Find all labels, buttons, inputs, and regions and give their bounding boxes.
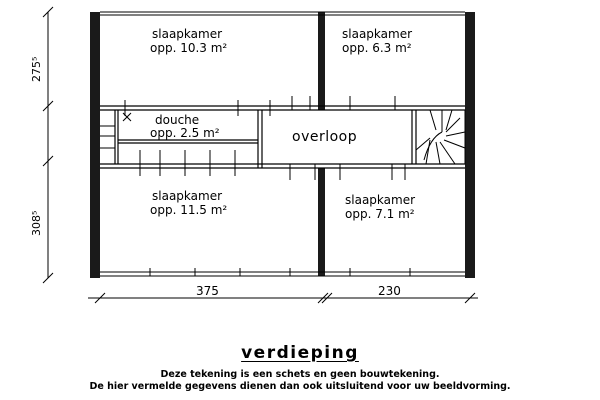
room-name-douche: douche: [155, 113, 200, 127]
room-name-slaapkamer-ne: slaapkamer: [342, 27, 413, 41]
room-name-slaapkamer-nw: slaapkamer: [152, 27, 223, 41]
room-area-slaapkamer-sw: opp. 11.5 m²: [150, 203, 228, 217]
room-area-douche: opp. 2.5 m²: [150, 126, 220, 140]
party-wall: [318, 12, 325, 110]
room-area-slaapkamer-ne: opp. 6.3 m²: [342, 41, 412, 55]
room-name-slaapkamer-se: slaapkamer: [345, 193, 416, 207]
disclaimer-line-2: De hier vermelde gegevens dienen dan ook uitsluitend voor uw beeldvorming.: [89, 381, 511, 392]
dim-right-width: 230: [378, 284, 401, 298]
disclaimer-line-1: Deze tekening is een schets en geen bouwtekening.: [160, 369, 440, 380]
floor-title: verdieping: [241, 343, 359, 363]
room-area-slaapkamer-nw: opp. 10.3 m²: [150, 41, 228, 55]
staircase: [416, 110, 465, 164]
dim-bottom-depth: 308⁵: [30, 210, 43, 236]
east-wall: [465, 12, 475, 278]
shower-marker: [123, 113, 131, 121]
party-wall-lower: [318, 168, 325, 276]
dim-left-width: 375: [196, 284, 219, 298]
dimension-line-horizontal: [88, 293, 478, 303]
dimension-line-vertical: [43, 7, 53, 283]
south-facade: [100, 268, 465, 276]
north-facade: [100, 12, 465, 15]
west-wall: [90, 12, 100, 278]
room-area-slaapkamer-se: opp. 7.1 m²: [345, 207, 415, 221]
plan-caption: [0, 343, 600, 393]
room-name-overloop: overloop: [292, 129, 358, 145]
dim-top-depth: 275⁵: [30, 56, 43, 82]
room-name-slaapkamer-sw: slaapkamer: [152, 189, 223, 203]
